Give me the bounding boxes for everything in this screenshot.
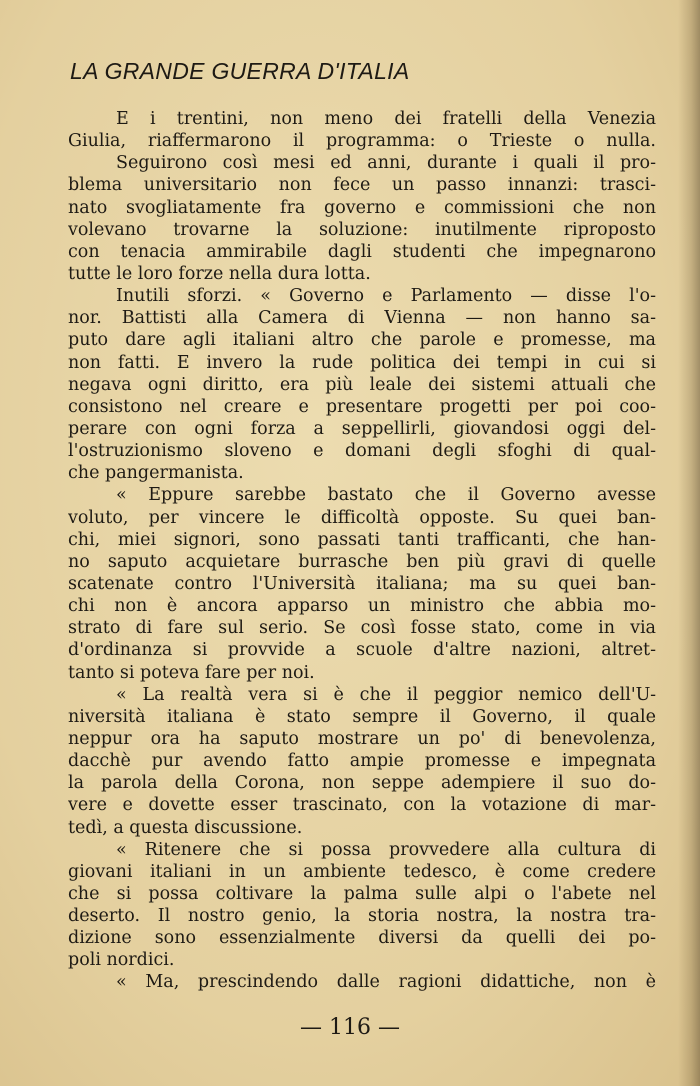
text-line: non fatti. E invero la rude politica dei tempi in cui si: [68, 352, 656, 373]
text-line: « Ritenere che si possa provvedere alla cultura di: [116, 839, 656, 860]
text-line: nato svogliatamente fra governo e commissioni che non: [68, 197, 656, 218]
text-line: perare con ogni forza a seppellirli, giovandosi oggi del-: [68, 418, 656, 439]
running-head: LA GRANDE GUERRA D'ITALIA: [70, 58, 410, 84]
text-line: chi non è ancora apparso un ministro che abbia mo-: [68, 596, 656, 617]
text-line: volevano trovarne la soluzione: inutilmente riproposto: [68, 219, 656, 240]
text-line: consistono nel creare e presentare progetti per poi coo-: [68, 396, 656, 417]
text-line: « Ma, prescindendo dalle ragioni didattiche, non è: [116, 972, 656, 993]
text-line: voluto, per vincere le difficoltà opposte. Su quei ban-: [68, 507, 656, 528]
text-line: nor. Battisti alla Camera di Vienna — non hanno sa-: [68, 308, 656, 329]
text-line: niversità italiana è stato sempre il Governo, il quale: [68, 706, 656, 727]
text-line: deserto. Il nostro genio, la storia nostra, la nostra tra-: [68, 906, 656, 927]
text-line: dizione sono essenzialmente diversi da quelli dei po-: [68, 928, 656, 949]
text-line: giovani italiani in un ambiente tedesco, è come credere: [68, 861, 656, 882]
text-line: vere e dovette esser trascinato, con la votazione di mar-: [68, 795, 656, 816]
text-line: dacchè pur avendo fatto ampie promesse e impegnata: [68, 751, 656, 772]
text-line: blema universitario non fece un passo innanzi: trasci-: [68, 175, 656, 196]
text-line: tutte le loro forze nella dura lotta.: [68, 263, 371, 284]
text-line: Giulia, riaffermarono il programma: o Trieste o nulla.: [68, 131, 656, 152]
page-number: — 116 —: [300, 1015, 400, 1040]
text-line: chi, miei signori, sono passati tanti trafficanti, che han-: [68, 529, 656, 550]
text-line: che si possa coltivare la palma sulle alpi o l'abete nel: [68, 883, 656, 904]
text-line: E i trentini, non meno dei fratelli della Venezia: [116, 109, 656, 129]
text-line: scatenate contro l'Università italiana; ma su quei ban-: [68, 573, 656, 594]
text-line: Seguirono così mesi ed anni, durante i quali il pro-: [116, 153, 656, 174]
text-line: negava ogni diritto, era più leale dei sistemi attuali che: [68, 374, 656, 395]
page-edge-shadow: [678, 0, 700, 1086]
text-line: d'ordinanza si provvide a scuole d'altre nazioni, altret-: [68, 640, 656, 661]
text-line: poli nordici.: [68, 950, 175, 971]
text-line: « Eppure sarebbe bastato che il Governo avesse: [116, 485, 656, 506]
text-line: no saputo acquietare burrasche ben più gravi di quelle: [68, 551, 656, 572]
text-line: la parola della Corona, non seppe adempiere il suo do-: [68, 773, 656, 794]
text-line: Inutili sforzi. « Governo e Parlamento — disse l'o-: [116, 286, 656, 307]
text-line: tedì, a questa discussione.: [68, 817, 303, 838]
text-line: puto dare agli italiani altro che parole e promesse, ma: [68, 330, 656, 351]
text-line: l'ostruzionismo sloveno e domani degli sfoghi di qual-: [68, 441, 656, 462]
text-line: « La realtà vera si è che il peggior nemico dell'U-: [116, 684, 656, 705]
text-line: neppur ora ha saputo mostrare un po' di benevolenza,: [68, 728, 656, 749]
text-line: tanto si poteva fare per noi.: [68, 662, 315, 683]
text-line: con tenacia ammirabile dagli studenti che impegnarono: [68, 241, 656, 262]
text-line: strato di fare sul serio. Se così fosse stato, come in via: [68, 618, 656, 639]
text-line: che pangermanista.: [68, 463, 244, 484]
body-text: [68, 108, 656, 994]
